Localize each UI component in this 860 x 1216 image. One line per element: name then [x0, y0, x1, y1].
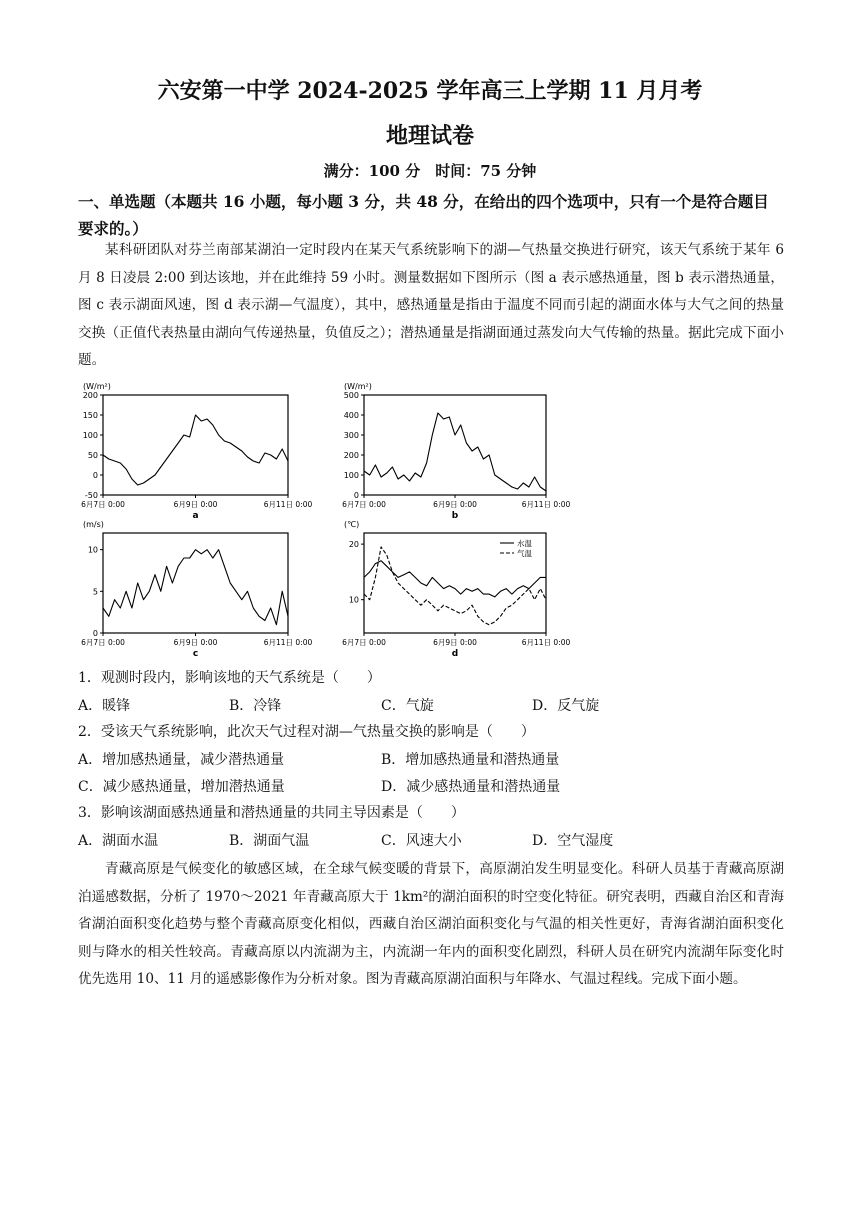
- y-tick-label: 0: [92, 629, 98, 638]
- y-tick-label: 50: [87, 451, 98, 460]
- panel-label: b: [451, 511, 459, 521]
- chart-frame: [103, 395, 288, 495]
- chart-frame: [364, 533, 546, 633]
- question-3-stem: 3．影响该湖面感热通量和潜热通量的共同主导因素是（ ）: [78, 805, 465, 821]
- chart-d: [342, 520, 570, 659]
- y-tick-label: 300: [343, 431, 359, 440]
- x-tick-label: 6月9日 0:00: [173, 500, 218, 509]
- y-tick-label: 200: [343, 451, 359, 460]
- x-tick-label: 6月11日 0:00: [263, 500, 313, 509]
- chart-c: [81, 520, 312, 659]
- panel-label: c: [192, 649, 199, 659]
- y-axis-label: (W/m²): [83, 382, 111, 391]
- section-heading: 一、单选题（本题共 16 小题，每小题 3 分，共 48 分，在给出的四个选项中，只有一个是符合题目要求的。）: [78, 192, 769, 238]
- x-tick-label: 6月9日 0:00: [433, 500, 477, 509]
- question-1-stem: 1．观测时段内，影响该地的天气系统是（ ）: [78, 670, 381, 686]
- q3-option-a[interactable]: A．湖面水温: [78, 833, 159, 849]
- x-tick-label: 6月11日 0:00: [521, 500, 571, 509]
- x-tick-label: 6月9日 0:00: [173, 638, 218, 647]
- q2-option-c[interactable]: C．减少感热通量，增加潜热通量: [78, 779, 285, 795]
- x-tick-label: 6月11日 0:00: [263, 638, 313, 647]
- q2-option-a[interactable]: A．增加感热通量，减少潜热通量: [78, 752, 285, 768]
- x-tick-label: 6月11日 0:00: [521, 638, 571, 647]
- y-tick-label: 5: [92, 587, 98, 597]
- chart-a: [81, 382, 312, 521]
- q3-option-c[interactable]: C．风速大小: [381, 833, 462, 849]
- x-tick-label: 6月7日 0:00: [81, 500, 125, 509]
- x-tick-label: 6月7日 0:00: [342, 500, 386, 509]
- panel-label: d: [451, 649, 459, 659]
- y-tick-label: 150: [82, 411, 98, 420]
- q1-option-d[interactable]: D．反气旋: [532, 698, 600, 714]
- y-tick-label: 20: [348, 540, 359, 550]
- y-tick-label: 0: [353, 491, 359, 500]
- y-axis-label: (W/m²): [344, 382, 372, 391]
- y-tick-label: 400: [343, 411, 359, 420]
- chart-frame: [103, 533, 288, 633]
- q2-option-d[interactable]: D．减少感热通量和潜热通量: [381, 779, 561, 795]
- x-tick-label: 6月9日 0:00: [433, 638, 477, 647]
- y-axis-label: (℃): [344, 520, 360, 529]
- y-tick-label: 10: [348, 595, 359, 605]
- exam-title: 六安第一中学 2024-2025 学年高三上学期 11 月月考: [157, 78, 703, 104]
- series-line-panel-b: [364, 413, 546, 491]
- y-tick-label: -50: [84, 491, 98, 500]
- flux-charts-figure: [0, 370, 860, 670]
- legend-label: 水温: [517, 539, 532, 548]
- chart-frame: [364, 395, 546, 495]
- question-2-stem: 2．受该天气系统影响，此次天气过程对湖—气热量交换的影响是（ ）: [78, 724, 535, 740]
- q3-option-d[interactable]: D．空气湿度: [532, 833, 614, 849]
- chart-b: [342, 382, 570, 521]
- passage-2: 青藏高原是气候变化的敏感区域，在全球气候变暖的背景下，高原湖泊发生明显变化。科研人员基于青藏高原湖泊遥感数据，分析了 1970～2021 年青藏高原大于 1km²的湖泊面积的时空变化特征。研究表明，西藏自治区和青海省湖泊面积变化趋势与整个青藏高原变化相似，西藏自治区湖泊面积变化与气温的相关性更好，青海省湖泊面积变化则与降水的相关性较高。青藏高原以内流湖为主，内流湖一年内的面积变化剧烈，科研人员在研究内流湖年际变化时优先选用 10、11 月的遥感影像作为分析对象。图为青藏高原湖泊面积与年降水、气温过程线。完成下面小题。: [78, 861, 784, 987]
- q3-option-b[interactable]: B．湖面气温: [229, 833, 310, 849]
- y-tick-label: 100: [343, 471, 359, 480]
- y-tick-label: 10: [87, 545, 98, 555]
- q1-option-c[interactable]: C．气旋: [381, 698, 434, 714]
- y-tick-label: 200: [82, 391, 98, 400]
- passage-1: 某科研团队对芬兰南部某湖泊一定时段内在某天气系统影响下的湖—气热量交换进行研究，该天气系统于某年 6 月 8 日凌晨 2:00 到达该地，并在此维持 59 小时。测量数据如下图所示（图 a 表示感热通量，图 b 表示潜热通量，图 c 表示湖面风速，图 d 表示湖—气温度），其中，感热通量是指由于温度不同而引起的湖面水体与大气之间的热量交换（正值代表热量由湖向气传递热量，负值反之）；潜热通量是指湖面通过蒸发向大气传输的热量。据此完成下面小题。: [78, 242, 784, 368]
- series-line-panel-c: [103, 550, 288, 625]
- panel-label: a: [192, 511, 199, 521]
- exam-subtitle: 地理试卷: [385, 123, 474, 149]
- series-line-气温: [364, 547, 546, 625]
- y-tick-label: 500: [343, 391, 359, 400]
- series-line-panel-a: [103, 415, 288, 485]
- y-tick-label: 0: [92, 471, 98, 480]
- x-tick-label: 6月7日 0:00: [81, 638, 125, 647]
- exam-meta: 满分：100 分 时间：75 分钟: [323, 162, 537, 180]
- q2-option-b[interactable]: B．增加感热通量和潜热通量: [381, 752, 560, 768]
- series-line-水温: [364, 561, 546, 597]
- x-tick-label: 6月7日 0:00: [342, 638, 386, 647]
- q1-option-b[interactable]: B．冷锋: [229, 698, 282, 714]
- y-tick-label: 100: [82, 431, 98, 440]
- legend-label: 气温: [517, 549, 532, 558]
- y-axis-label: (m/s): [83, 520, 104, 529]
- q1-option-a[interactable]: A．暖锋: [78, 698, 131, 714]
